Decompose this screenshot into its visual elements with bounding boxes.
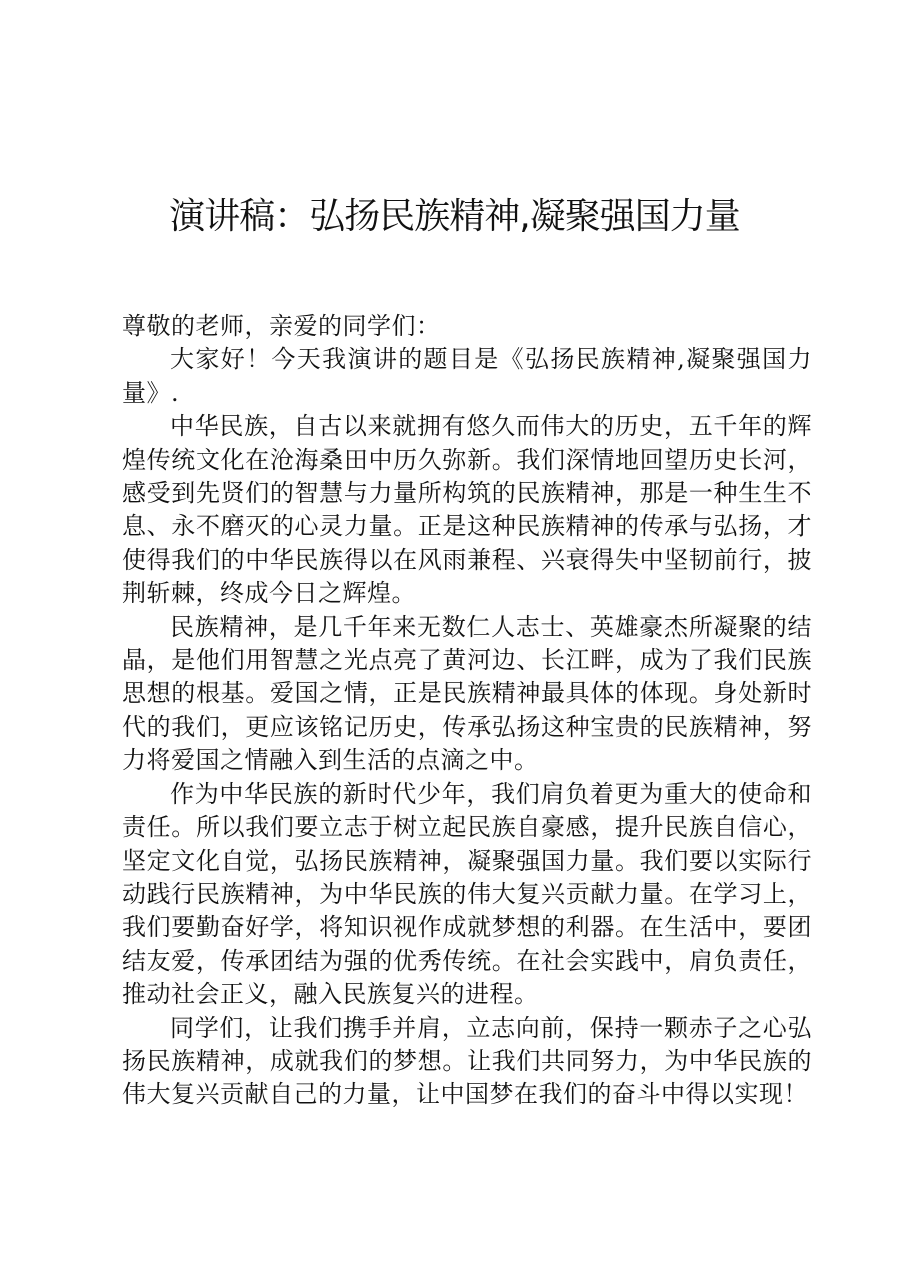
paragraph-responsibility: 作为中华民族的新时代少年，我们肩负着更为重大的使命和责任。所以我们要立志于树立起民族自豪感，提升民族自信心，坚定文化自觉，弘扬民族精神，凝聚强国力量。我们要以实际行动践行民族精神，为中华民族的伟大复兴贡献力量。在学习上，我们要勤奋好学，将知识视作成就梦想的利器。在生活中，要团结友爱，传承团结为强的优秀传统。在社会实践中，肩负责任，推动社会正义，融入民族复兴的进程。 xyxy=(122,779,812,1009)
greeting: 尊敬的老师，亲爱的同学们： xyxy=(122,312,441,340)
paragraph-closing: 同学们，让我们携手并肩，立志向前，保持一颗赤子之心弘扬民族精神，成就我们的梦想。让我们共同努力，为中华民族的伟大复兴贡献自己的力量，让中国梦在我们的奋斗中得以实现！ xyxy=(122,1013,812,1109)
paragraph-intro: 大家好！今天我演讲的题目是《弘扬民族精神,凝聚强国力量》. xyxy=(122,345,812,407)
document-title: 演讲稿：弘扬民族精神,凝聚强国力量 xyxy=(169,196,740,237)
paragraph-national-spirit: 民族精神，是几千年来无数仁人志士、英雄豪杰所凝聚的结晶，是他们用智慧之光点亮了黄河边、长江畔，成为了我们民族思想的根基。爱国之情，正是民族精神最具体的体现。身处新时代的我们，更应该铭记历史，传承弘扬这种宝贵的民族精神，努力将爱国之情融入到生活的点滴之中。 xyxy=(122,612,812,775)
document-body xyxy=(122,310,812,1112)
paragraph-history: 中华民族，自古以来就拥有悠久而伟大的历史，五千年的辉煌传统文化在沧海桑田中历久弥新。我们深情地回望历史长河，感受到先贤们的智慧与力量所构筑的民族精神，那是一种生生不息、永不磨灭的心灵力量。正是这种民族精神的传承与弘扬，才使得我们的中华民族得以在风雨兼程、兴衰得失中坚韧前行，披荆斩棘，终成今日之辉煌。 xyxy=(122,412,812,608)
